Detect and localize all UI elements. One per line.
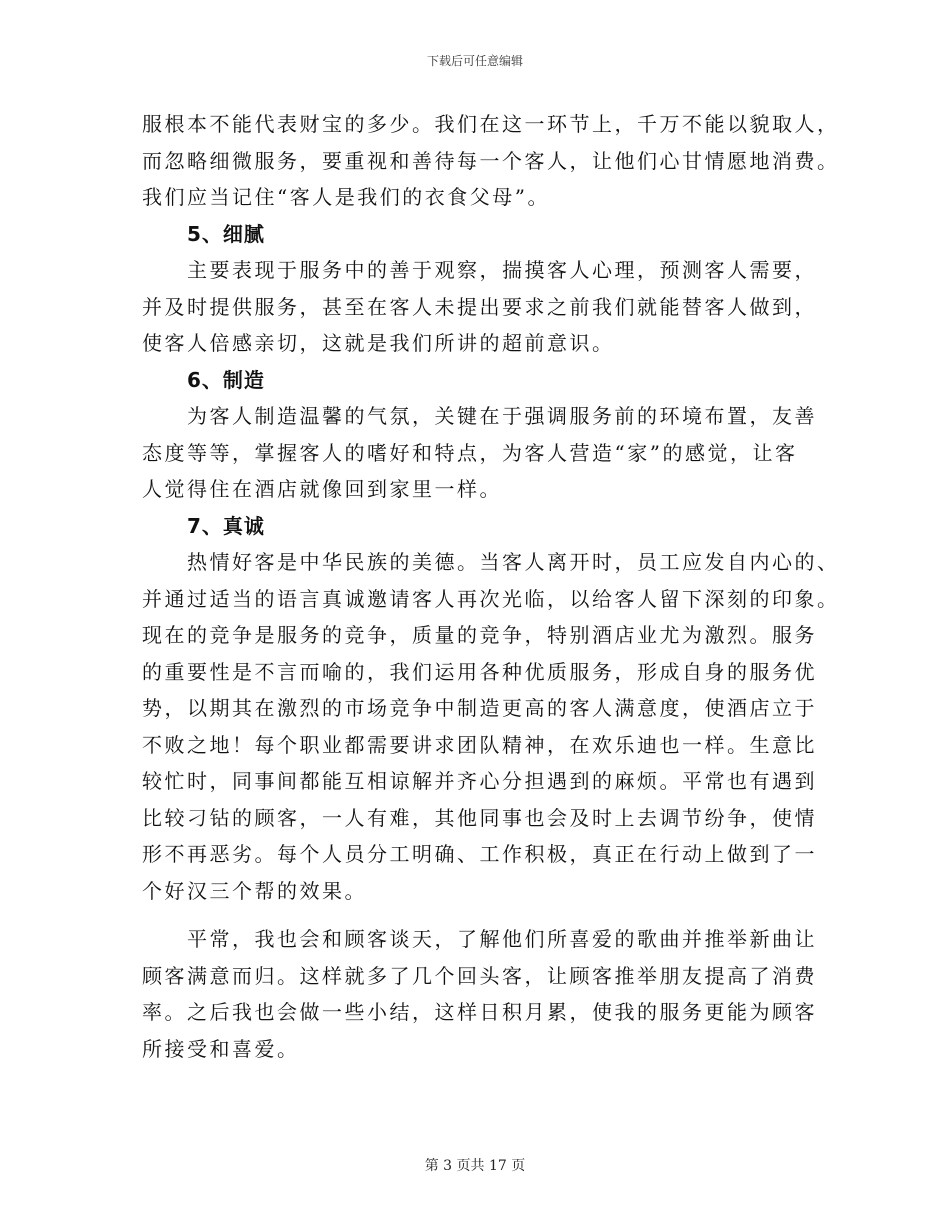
section-heading: 6、制造 [187, 367, 265, 392]
paragraph-spacer [142, 909, 814, 921]
paragraph-line: 所接受和喜爱。 [142, 1036, 300, 1061]
paragraph-line: 平常，我也会和顾客谈天，了解他们所喜爱的歌曲并推举新曲让 [187, 927, 817, 951]
page-number-footer: 第 3 页共 17 页 [424, 1158, 526, 1174]
paragraph-line: 热情好客是中华民族的美德。当客人离开时，员工应发自内心的、 [187, 550, 840, 574]
paragraph-line: 服根本不能代表财宝的多少。我们在这一环节上，千万不能以貌取人， [142, 112, 840, 136]
paragraph-line: 人觉得住在酒店就像回到家里一样。 [142, 477, 502, 501]
paragraph-line: 的重要性是不言而喻的，我们运用各种优质服务，形成自身的服务优 [142, 659, 817, 684]
document-body [142, 106, 840, 1067]
section-heading: 5、细腻 [187, 221, 265, 246]
section-heading: 7、真诚 [187, 513, 265, 538]
paragraph-line: 势，以期其在激烈的市场竞争中制造更高的客人满意度，使酒店立于 [142, 696, 817, 720]
paragraph-line: 比较刁钻的顾客，一人有难，其他同事也会及时上去调节纷争，使情 [142, 805, 817, 830]
paragraph-line: 并及时提供服务，甚至在客人未提出要求之前我们就能替客人做到， [142, 294, 817, 319]
paragraph-line: 我们应当记住“客人是我们的衣食父母”。 [142, 185, 550, 209]
paragraph-line: 为客人制造温馨的气氛，关键在于强调服务前的环境布置，友善 [187, 404, 817, 428]
paragraph-line: 而忽略细微服务，要重视和善待每一个客人，让他们心甘情愿地消费。 [142, 148, 840, 173]
paragraph-line: 使客人倍感亲切，这就是我们所讲的超前意识。 [142, 331, 615, 355]
paragraph-line: 顾客满意而归。这样就多了几个回头客，让顾客推举朋友提高了消费 [142, 963, 817, 988]
paragraph-line: 个好汉三个帮的效果。 [142, 878, 367, 903]
paragraph-line: 现在的竞争是服务的竞争，质量的竞争，特别酒店业尤为激烈。服务 [142, 623, 817, 647]
paragraph-line: 较忙时，同事间都能互相谅解并齐心分担遇到的麻烦。平常也有遇到 [142, 769, 817, 793]
paragraph-line: 并通过适当的语言真诚邀请客人再次光临，以给客人留下深刻的印象。 [142, 586, 840, 611]
paragraph-line: 主要表现于服务中的善于观察，揣摸客人心理，预测客人需要， [187, 258, 817, 282]
page-header-note: 下载后可任意编辑 [426, 54, 523, 68]
paragraph-line: 形不再恶劣。每个人员分工明确、工作积极，真正在行动上做到了一 [142, 842, 817, 866]
paragraph-line: 态度等等，掌握客人的嗜好和特点，为客人营造“家”的感觉，让客 [142, 440, 798, 465]
paragraph-line: 不败之地！每个职业都需要讲求团队精神，在欢乐迪也一样。生意比 [142, 732, 817, 757]
paragraph-line: 率。之后我也会做一些小结，这样日积月累，使我的服务更能为顾客 [142, 1000, 817, 1024]
